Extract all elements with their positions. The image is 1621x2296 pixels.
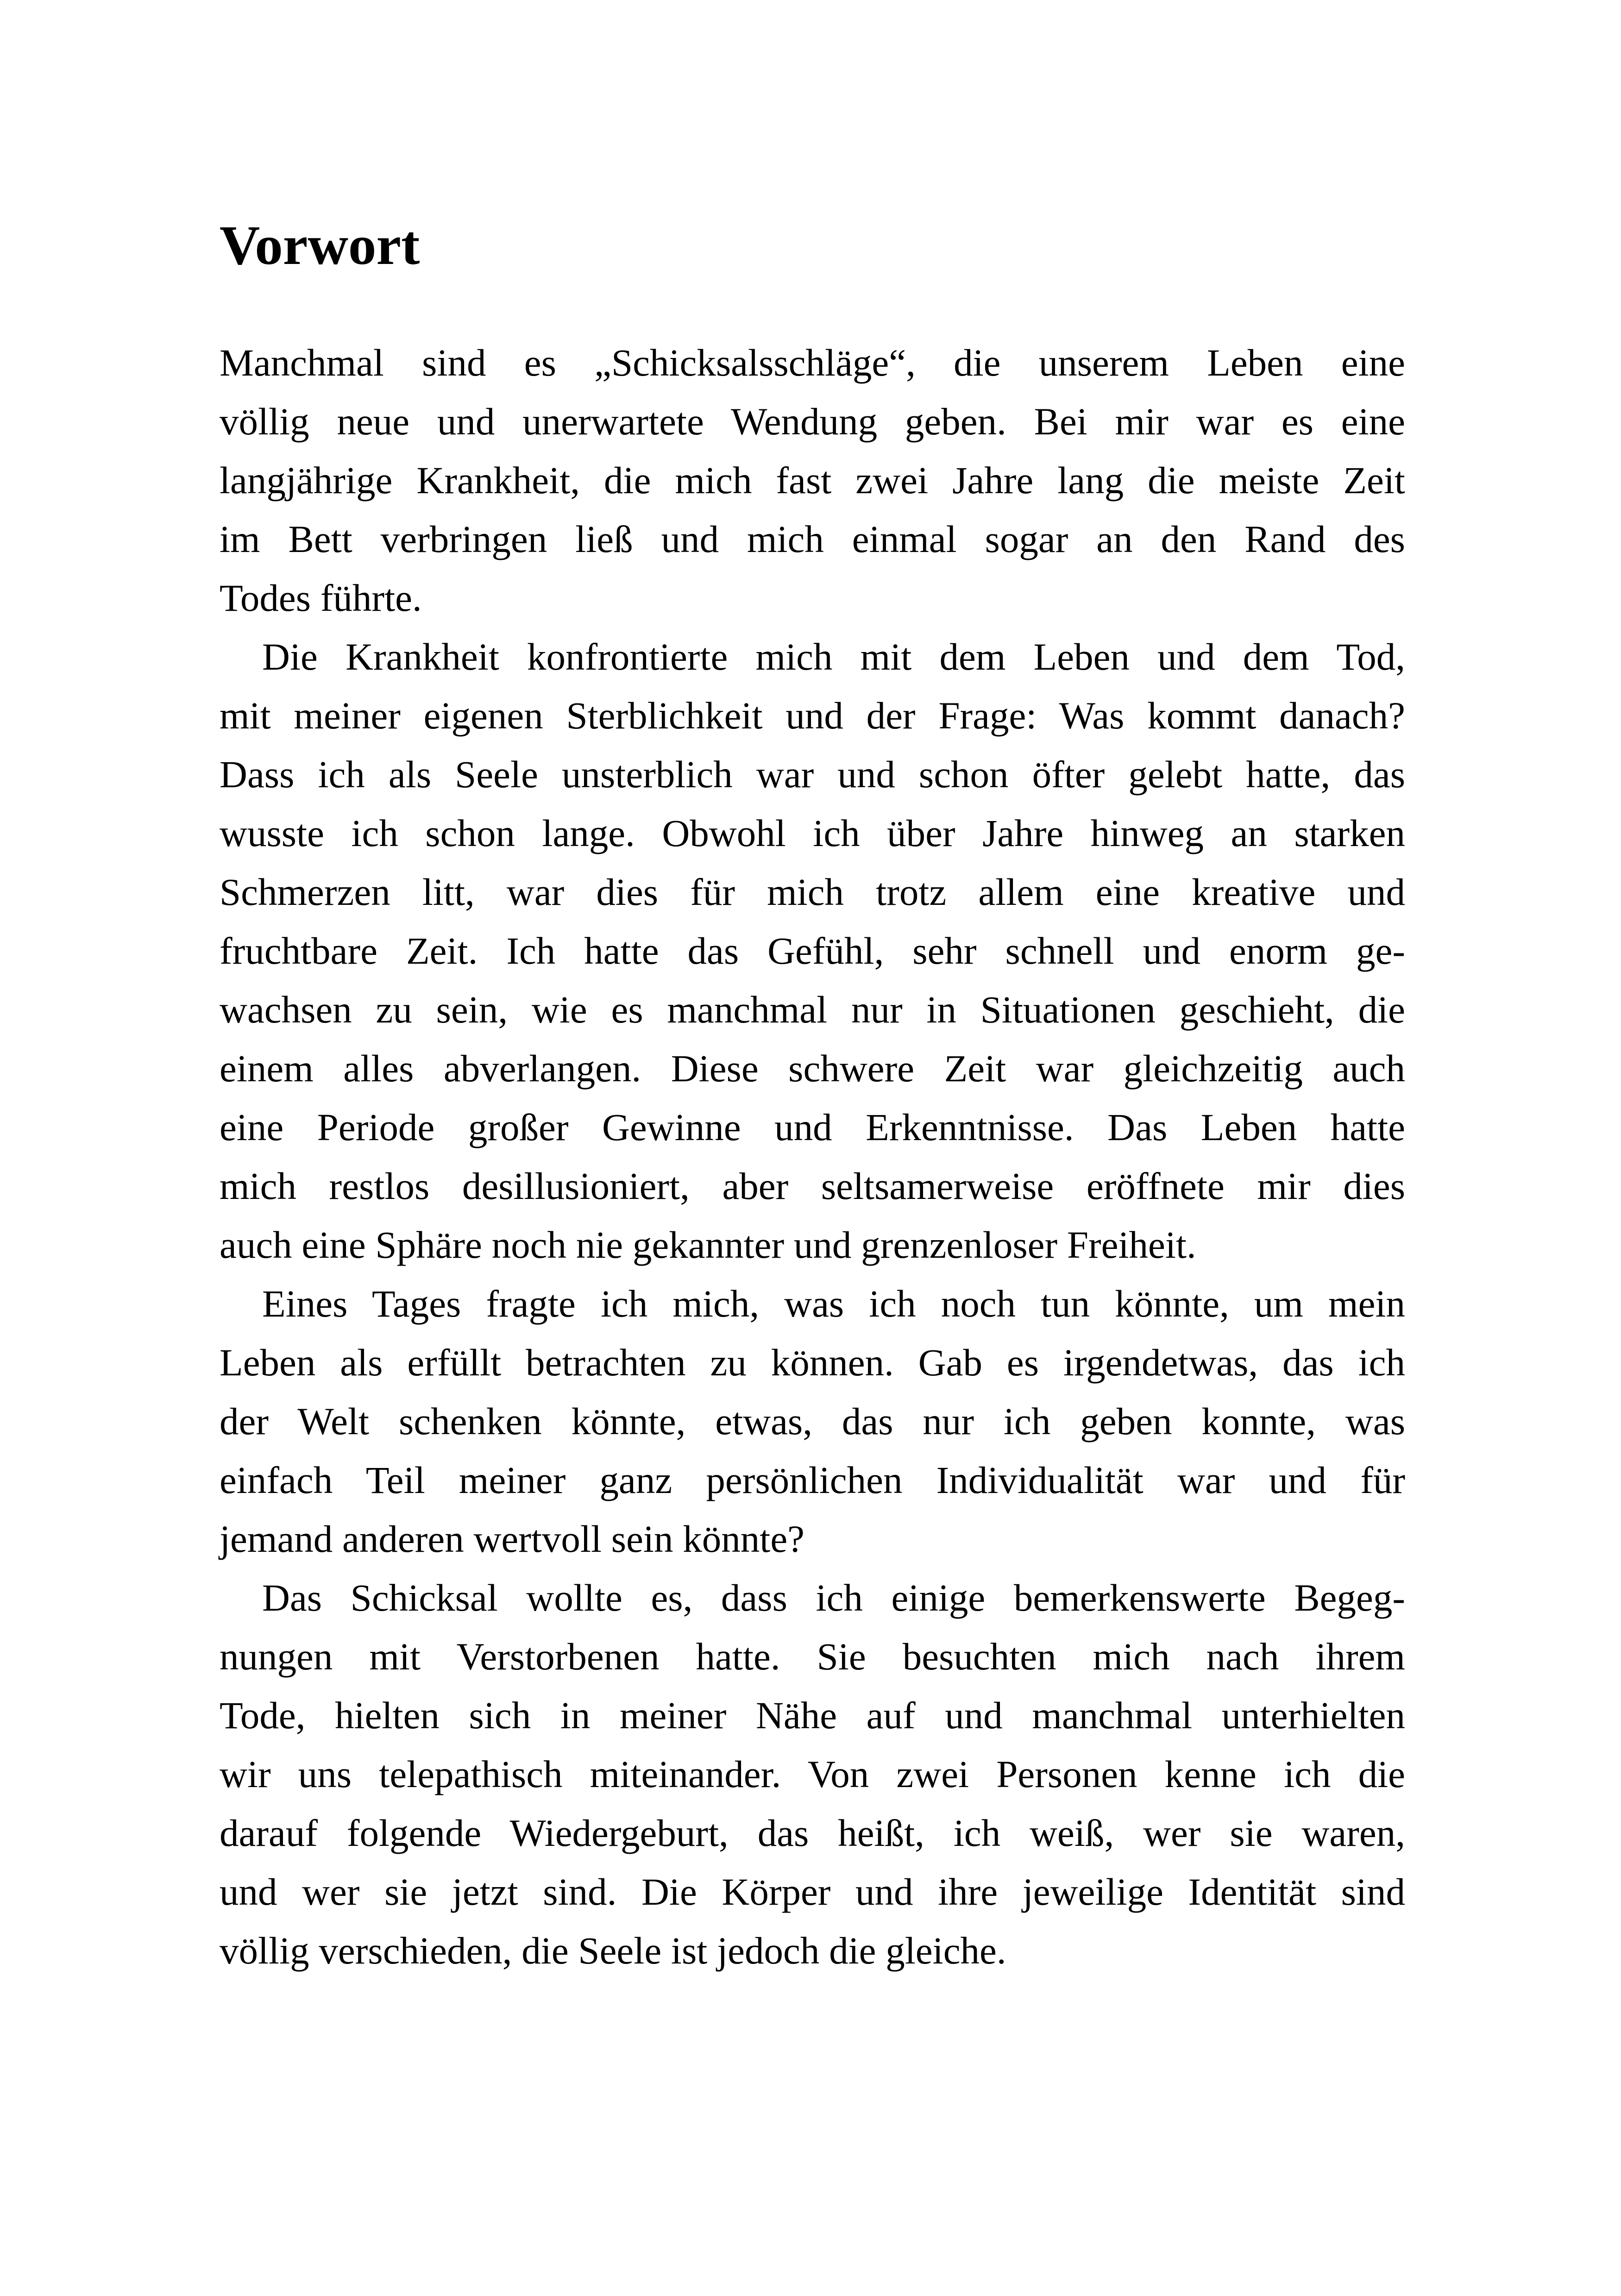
text-line: mich restlos desillusioniert, aber seltsamerweise eröffnete mir dies: [220, 1165, 1405, 1207]
paragraph: [220, 1274, 1405, 1568]
text-line: Dass ich als Seele unsterblich war und schon öfter gelebt hatte, das: [220, 753, 1405, 796]
body-text: [220, 333, 1405, 1980]
text-line: Eines Tages fragte ich mich, was ich noch tun könnte, um mein: [262, 1282, 1405, 1325]
text-line: eine Periode großer Gewinne und Erkenntnisse. Das Leben hatte: [220, 1106, 1405, 1148]
text-line: langjährige Krankheit, die mich fast zwei Jahre lang die meiste Zeit: [220, 459, 1405, 502]
text-line: der Welt schenken könnte, etwas, das nur ich geben konnte, was: [220, 1400, 1405, 1443]
text-line: völlig neue und unerwartete Wendung geben. Bei mir war es eine: [220, 400, 1405, 443]
text-line: einem alles abverlangen. Diese schwere Zeit war gleichzeitig auch: [220, 1047, 1405, 1090]
text-line: mit meiner eigenen Sterblichkeit und der Frage: Was kommt danach?: [220, 694, 1405, 737]
text-line: Manchmal sind es „Schicksalsschläge“, die unserem Leben eine: [220, 341, 1405, 384]
text-line: einfach Teil meiner ganz persönlichen Individualität war und für: [220, 1459, 1405, 1501]
paragraph: [220, 1568, 1405, 1980]
text-line: auch eine Sphäre noch nie gekannter und grenzenloser Freiheit.: [220, 1223, 1196, 1266]
text-line: jemand anderen wertvoll sein könnte?: [220, 1518, 804, 1560]
text-line: nungen mit Verstorbenen hatte. Sie besuchten mich nach ihrem: [220, 1635, 1405, 1678]
text-line: darauf folgende Wiedergeburt, das heißt, ich weiß, wer sie waren,: [220, 1812, 1405, 1854]
text-line: Tode, hielten sich in meiner Nähe auf und manchmal unterhielten: [220, 1694, 1405, 1737]
text-line: wusste ich schon lange. Obwohl ich über Jahre hinweg an starken: [220, 812, 1405, 854]
text-line: Leben als erfüllt betrachten zu können. Gab es irgendetwas, das ich: [220, 1341, 1405, 1384]
text-line: völlig verschieden, die Seele ist jedoch die gleiche.: [220, 1929, 1006, 1972]
text-line: wachsen zu sein, wie es manchmal nur in Situationen geschieht, die: [220, 988, 1405, 1031]
text-line: Die Krankheit konfrontierte mich mit dem Leben und dem Tod,: [262, 635, 1405, 678]
text-line: wir uns telepathisch miteinander. Von zwei Personen kenne ich die: [220, 1753, 1405, 1795]
text-line: Todes führte.: [220, 577, 422, 619]
text-line: und wer sie jetzt sind. Die Körper und ihre jeweilige Identität sind: [220, 1870, 1405, 1913]
text-line: fruchtbare Zeit. Ich hatte das Gefühl, sehr schnell und enorm ge-: [220, 929, 1405, 972]
page-title: Vorwort: [220, 214, 420, 276]
text-line: Das Schicksal wollte es, dass ich einige bemerkenswerte Begeg-: [262, 1576, 1405, 1619]
text-line: Schmerzen litt, war dies für mich trotz allem eine kreative und: [220, 871, 1405, 913]
paragraph: [220, 627, 1405, 1274]
text-line: im Bett verbringen ließ und mich einmal sogar an den Rand des: [220, 518, 1405, 560]
paragraph: [220, 333, 1405, 627]
